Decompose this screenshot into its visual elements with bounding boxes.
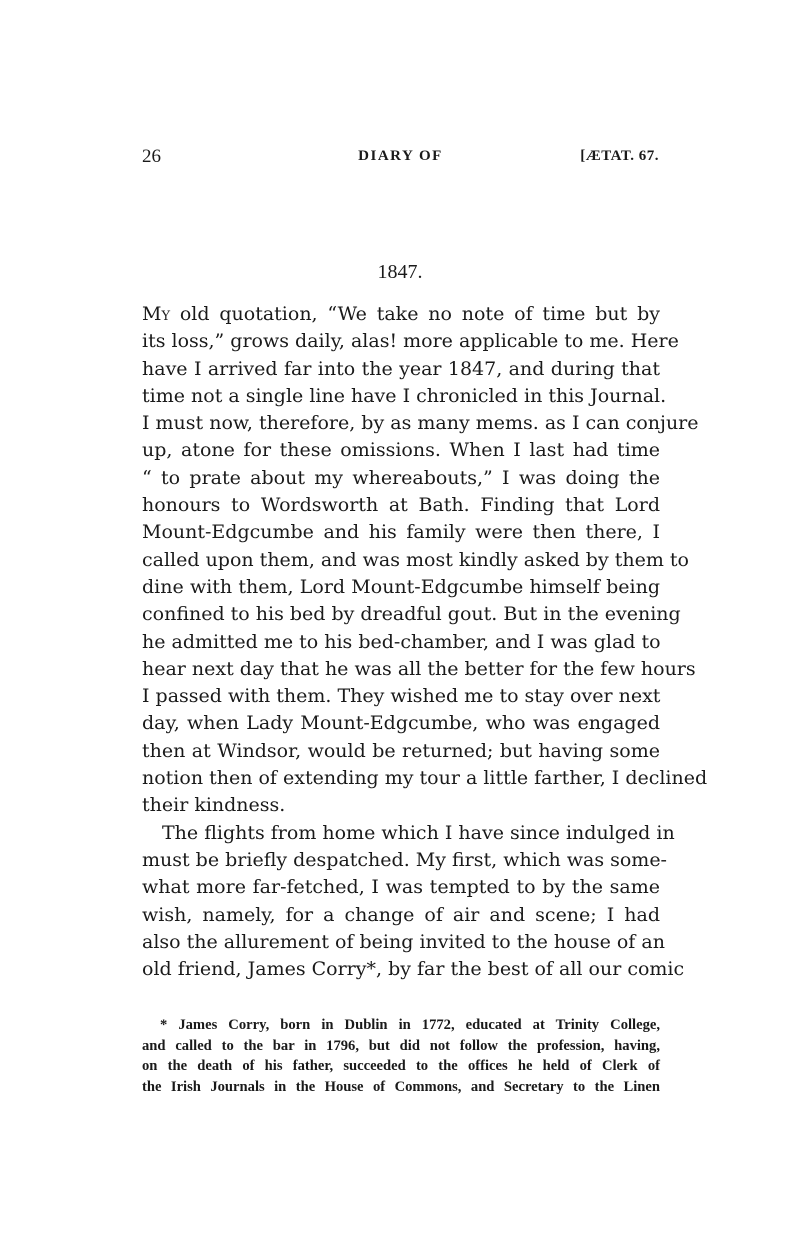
footnote-line: the Irish Journals in the House of Commons, and Secretary to the Linen xyxy=(142,1078,660,1095)
running-head xyxy=(142,146,659,170)
line-text: old quotation, “We take no note of time but by xyxy=(170,303,660,325)
aetat-label: [ÆTAT. 67. xyxy=(580,148,659,164)
paragraph-1-line: I passed with them. They wished me to stay over next xyxy=(142,685,661,708)
paragraph-1-line: their kindness. xyxy=(142,794,286,817)
paragraph-1-line: “ to prate about my whereabouts,” I was doing the xyxy=(142,466,660,489)
paragraph-1-line: he admitted me to his bed-chamber, and I was glad to xyxy=(142,630,661,653)
paragraph-1-line: day, when Lady Mount-Edgcumbe, who was engaged xyxy=(142,712,660,735)
paragraph-1-line: hear next day that he was all the better for the few hours xyxy=(142,657,696,680)
paragraph-1-line: I must now, therefore, by as many mems. as I can conjure xyxy=(142,412,699,435)
paragraph-2-line: wish, namely, for a change of air and scene; I had xyxy=(142,903,660,926)
paragraph-1-line: honours to Wordsworth at Bath. Finding that Lord xyxy=(142,494,660,517)
paragraph-2-line: must be briefly despatched. My first, which was some- xyxy=(142,848,667,871)
footnote-line: * James Corry, born in Dublin in 1772, educated at Trinity College, xyxy=(160,1017,660,1033)
paragraph-1-line: its loss,” grows daily, alas! more applicable to me. Here xyxy=(142,330,679,353)
paragraph-1-line: called upon them, and was most kindly asked by them to xyxy=(142,548,689,571)
footnote xyxy=(142,1015,660,1097)
running-title: DIARY OF xyxy=(358,148,443,164)
paragraph-1-line: dine with them, Lord Mount-Edgcumbe himself being xyxy=(142,575,660,598)
paragraph-1-line: then at Windsor, would be returned; but having some xyxy=(142,739,660,762)
drop-word: My xyxy=(142,303,171,325)
paragraph-1-line: Mount-Edgcumbe and his family were then there, I xyxy=(142,521,660,544)
footnote-line: on the death of his father, succeeded to the offices he held of Clerk of xyxy=(142,1058,660,1074)
paragraph-2-line: The flights from home which I have since indulged in xyxy=(162,821,675,844)
paragraph-1-line: have I arrived far into the year 1847, and during that xyxy=(142,357,660,380)
page-number: 26 xyxy=(142,146,161,167)
paragraph-2-line: old friend, James Corry*, by far the best of all our comic xyxy=(142,958,685,981)
year-heading: 1847. xyxy=(377,261,423,283)
body-text xyxy=(142,301,708,983)
paragraph-1-line-1 xyxy=(142,301,660,328)
paragraph-1-line: up, atone for these omissions. When I last had time xyxy=(142,439,660,462)
paragraph-2-line: what more far-fetched, I was tempted to by the same xyxy=(142,876,660,899)
footnote-line: and called to the bar in 1796, but did not follow the profession, having, xyxy=(142,1037,660,1054)
paragraph-1-line: time not a single line have I chronicled in this Journal. xyxy=(142,384,667,407)
paragraph-2-line: also the allurement of being invited to the house of an xyxy=(142,930,665,953)
paragraph-1-line: confined to his bed by dreadful gout. But in the evening xyxy=(142,603,681,626)
paragraph-1-line: notion then of extending my tour a little farther, I declined xyxy=(142,767,708,790)
